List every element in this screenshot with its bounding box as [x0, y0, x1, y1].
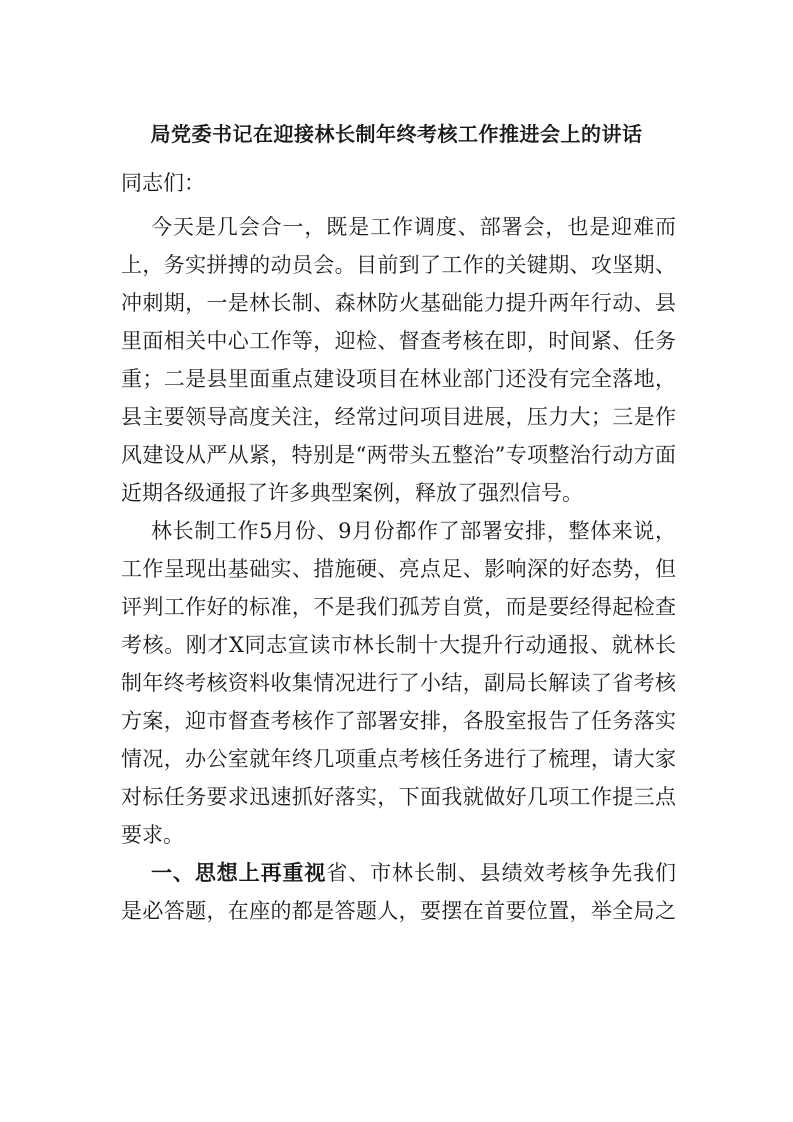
document-title: 局党委书记在迎接林长制年终考核工作推进会上的讲话 — [150, 122, 643, 146]
paragraph-line: 方案，迎市督查考核作了部署安排，各股室报告了任务落实 — [121, 709, 676, 733]
paragraph-line: 里面相关中心工作等，迎检、督查考核在即，时间紧、任务 — [121, 329, 676, 353]
paragraph-line: 情况，办公室就年终几项重点考核任务进行了梳理，请大家 — [121, 747, 676, 771]
paragraph-1 — [121, 208, 676, 512]
paragraph-line: 上，务实拼搏的动员会。目前到了工作的关键期、攻坚期、 — [121, 253, 676, 277]
paragraph-2 — [121, 512, 676, 854]
paragraph-line: 重；二是县里面重点建设项目在林业部门还没有完全落地， — [121, 367, 676, 391]
paragraph-line: 风建设从严从紧，特别是“两带头五整治”专项整治行动方面 — [121, 443, 676, 467]
paragraph-3 — [121, 854, 676, 930]
document-body — [121, 164, 676, 930]
paragraph-line: 林长制工作5月份、9月份都作了部署安排，整体来说， — [151, 519, 676, 543]
salutation: 同志们： — [121, 171, 205, 195]
paragraph-line: 工作呈现出基础实、措施硬、亮点足、影响深的好态势，但 — [121, 557, 676, 581]
section-heading-rest: 省、市林长制、县绩效考核争先我们 — [326, 861, 677, 885]
paragraph-line: 制年终考核资料收集情况进行了小结，副局长解读了省考核 — [121, 671, 676, 695]
paragraph-line: 近期各级通报了许多典型案例，释放了强烈信号。 — [121, 481, 583, 505]
paragraph-line: 要求。 — [121, 823, 184, 847]
paragraph-line: 县主要领导高度关注，经常过问项目进展，压力大；三是作 — [121, 405, 676, 429]
paragraph-line: 今天是几会合一，既是工作调度、部署会，也是迎难而 — [151, 215, 676, 239]
paragraph-line — [121, 854, 676, 892]
paragraph-line: 是必答题，在座的都是答题人，要摆在首要位置，举全局之 — [121, 899, 676, 923]
paragraph-line: 冲刺期，一是林长制、森林防火基础能力提升两年行动、县 — [121, 291, 676, 315]
paragraph-line: 评判工作好的标准，不是我们孤芳自赏，而是要经得起检查 — [121, 595, 676, 619]
paragraph-line: 考核。刚才X同志宣读市林长制十大提升行动通报、就林长 — [121, 633, 676, 657]
section-heading: 一、思想上再重视 — [151, 860, 327, 885]
paragraph-line: 对标任务要求迅速抓好落实，下面我就做好几项工作提三点 — [121, 785, 676, 809]
